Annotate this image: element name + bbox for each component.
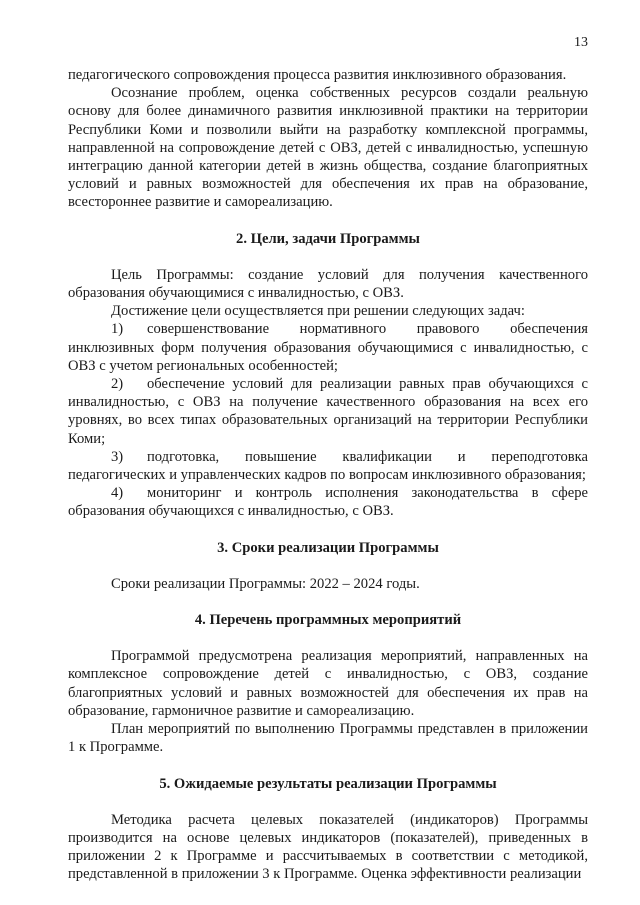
tasks-intro: Достижение цели осуществляется при решении следующих задач: — [111, 303, 525, 320]
intro-continuation: педагогического сопровождения процесса развития инклюзивного образования. — [68, 67, 567, 83]
section-4-heading: 4. Перечень программных мероприятий — [194, 612, 462, 629]
page-content — [68, 66, 588, 884]
task-text: подготовка, повышение квалификации и переподготовка педагогических и управленческих кадров по вопросам инклюзивного образования; — [68, 448, 588, 484]
task-number: 3) — [111, 448, 124, 465]
intro-paragraph: Осознание проблем, оценка собственных ресурсов создали реальную основу для более динамичного развития инклюзивной практики на территории Республики Коми и позволили выйти на разработку комплексной программы, направленной на сопровождение детей с ОВЗ, детей с инвалидностью, успешную интеграцию данной категории детей в жизнь общества, создание благоприятных условий и равных возможностей для обеспечения их прав на образование, всестороннее развитие и самореализацию. — [68, 85, 588, 211]
task-text: обеспечение условий для реализации равных прав обучающихся с инвалидностью, с ОВЗ на получение качественного образования на всех его уровнях, во всех типах образовательных организаций на территории Республики Коми; — [68, 376, 588, 447]
measures-paragraph: Программой предусмотрена реализация мероприятий, направленных на комплексное сопровождение детей с инвалидностью, с ОВЗ, создание благоприятных условий и равных возможностей для обеспечения их прав на образование, гармоничное развитие и самореализацию. — [68, 648, 588, 719]
task-number: 2) — [111, 376, 124, 393]
task-item — [68, 320, 588, 375]
task-number: 4) — [111, 485, 124, 502]
task-number: 1) — [111, 321, 124, 338]
section-2-heading: 2. Цели, задачи Программы — [236, 230, 420, 247]
task-item — [68, 375, 588, 448]
plan-paragraph: План мероприятий по выполнению Программы представлен в приложении 1 к Программе. — [68, 721, 588, 756]
task-item — [68, 484, 588, 520]
page-number: 13 — [574, 35, 588, 50]
task-text: совершенствование нормативного правового обеспечения инклюзивных форм получения образования обучающимися с инвалидностью, с ОВЗ с учетом региональных особенностей; — [68, 321, 588, 374]
task-text: мониторинг и контроль исполнения законодательства в сфере образования обучающихся с инвалидностью, с ОВЗ. — [68, 485, 588, 520]
timeline-paragraph: Сроки реализации Программы: 2022 – 2024 годы. — [111, 575, 420, 592]
results-paragraph: Методика расчета целевых показателей (индикаторов) Программы производится на основе целевых индикаторов (показателей), приведенных в приложении 2 к Программе и рассчитываемых в соответствии с методикой, представленной в приложении 3 к Программе. Оценка эффективности реализации — [68, 811, 588, 883]
section-5-heading: 5. Ожидаемые результаты реализации Программы — [159, 775, 497, 792]
section-3-heading: 3. Сроки реализации Программы — [217, 539, 439, 556]
task-item — [68, 448, 588, 484]
goal-paragraph: Цель Программы: создание условий для получения качественного образования обучающимися с инвалидностью, с ОВЗ. — [68, 266, 588, 302]
